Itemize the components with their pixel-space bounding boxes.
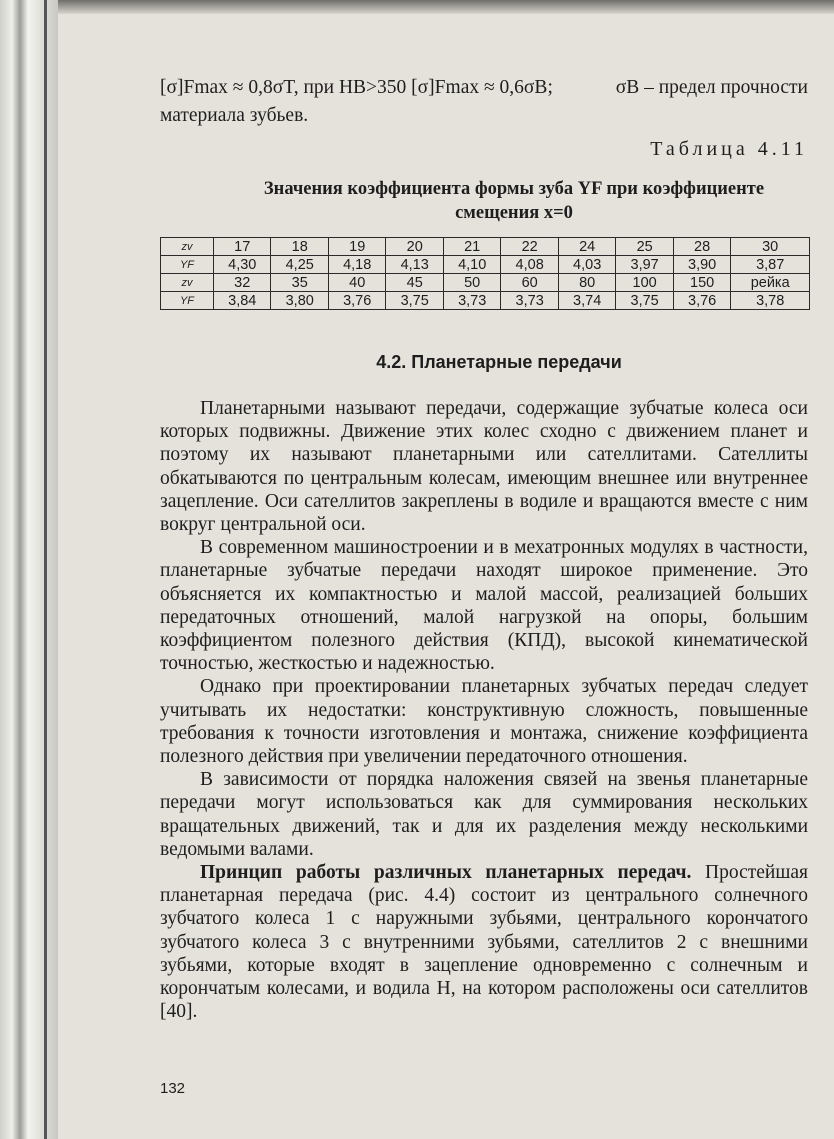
paragraph-1: Планетарными называют передачи, содержащие зубчатые колеса оси которых подвижны. Движение этих колес сходно с движением планет и поэтому их называют планетарными или сателлитами. Сателлиты обкатываются по центральным колесам, имеющим внешнее или внутреннее зацепление. Оси сателлитов закреплены в водиле и вращаются вместе с ним вокруг центральной оси. — [160, 398, 808, 536]
table-cell: 45 — [386, 274, 443, 292]
body-text — [160, 397, 808, 1023]
table-cell: 40 — [328, 274, 385, 292]
table-cell: 3,74 — [558, 292, 615, 310]
table-cell: 50 — [443, 274, 500, 292]
table-cell: 32 — [214, 274, 271, 292]
table-cell: 3,76 — [328, 292, 385, 310]
paragraph-5-text: Простейшая планетарная передача (рис. 4.4) состоит из центрального солнечного зубчатого колеса 1 с наружными зубьями, центрального корончатого зубчатого колеса 3 с внутренними зубьями, сателлитов 2 с внешними зубьями, которые входят в зацепление одновременно с солнечным и корончатым колесами, и водила Н, на котором расположены оси сателлитов [40]. — [160, 862, 808, 1023]
table-cell: 20 — [386, 238, 443, 256]
table-row-header: zv — [161, 238, 214, 256]
page-number: 132 — [160, 1080, 186, 1097]
table-cell: 35 — [271, 274, 328, 292]
table-row — [161, 274, 810, 292]
table-cell: 3,73 — [501, 292, 558, 310]
table-cell: 60 — [501, 274, 558, 292]
table-cell: 3,87 — [731, 256, 810, 274]
paragraph-5-lead: Принцип работы различных планетарных передач. — [200, 862, 692, 884]
table-cell: 18 — [271, 238, 328, 256]
table-cell: рейка — [731, 274, 810, 292]
table-caption: Таблица 4.11 — [650, 138, 808, 160]
book-page — [58, 14, 834, 1139]
table-cell: 150 — [673, 274, 730, 292]
table-row — [161, 238, 810, 256]
table-cell: 17 — [214, 238, 271, 256]
table-cell: 3,73 — [443, 292, 500, 310]
paragraph-5 — [160, 861, 808, 1023]
table-cell: 100 — [616, 274, 673, 292]
spine-edge — [44, 0, 47, 1139]
table-row-header: zv — [161, 274, 214, 292]
table-cell: 3,97 — [616, 256, 673, 274]
table-cell: 28 — [673, 238, 730, 256]
formula-right: σB – предел прочности — [615, 77, 808, 98]
table-cell: 22 — [501, 238, 558, 256]
table-cell: 30 — [731, 238, 810, 256]
paragraph-4: В зависимости от порядка наложения связей на звенья планетарные передачи могут использоваться как для суммирования нескольких вращательных движений, так и для их разделения между несколькими ведомыми валами. — [160, 769, 808, 860]
table-cell: 4,25 — [271, 256, 328, 274]
page-content — [160, 74, 808, 1023]
page-top-shadow — [58, 0, 834, 14]
table-title-line2: смещения x=0 — [455, 203, 573, 223]
table-cell: 21 — [443, 238, 500, 256]
coefficient-table — [160, 237, 810, 310]
table-cell: 25 — [616, 238, 673, 256]
table-cell: 80 — [558, 274, 615, 292]
table-cell: 3,75 — [386, 292, 443, 310]
table-cell: 24 — [558, 238, 615, 256]
table-cell: 4,18 — [328, 256, 385, 274]
table-cell: 3,84 — [214, 292, 271, 310]
table-cell: 3,76 — [673, 292, 730, 310]
paragraph-3: Однако при проектировании планетарных зубчатых передач следует учитывать их недостатки: конструктивную сложность, повышенные требования к точности изготовления и монтажа, снижение коэффициента полезного действия при увеличении передаточного отношения. — [160, 676, 808, 768]
table-row-header: YF — [161, 292, 214, 310]
book-spine — [0, 0, 58, 1139]
table-cell: 4,13 — [386, 256, 443, 274]
formula-block — [160, 74, 808, 130]
table-cell: 4,03 — [558, 256, 615, 274]
formula-line2: материала зубьев. — [160, 105, 309, 126]
table-cell: 3,90 — [673, 256, 730, 274]
formula-left: [σ]Fmax ≈ 0,8σT, при HB>350 [σ]Fmax ≈ 0,6σB; — [160, 77, 553, 98]
table-row-header: YF — [161, 256, 214, 274]
table-cell: 4,10 — [443, 256, 500, 274]
table-row — [161, 256, 810, 274]
table-cell: 19 — [328, 238, 385, 256]
table-cell: 4,30 — [214, 256, 271, 274]
paragraph-2: В современном машиностроении и в мехатронных модулях в частности, планетарные зубчатые передачи находят широкое применение. Это объясняется их компактностью и малой массой, реализацией больших передаточных отношений, малой нагрузкой на опоры, большим коэффициентом полезного действия (КПД), высокой кинематической точностью, жесткостью и надежностью. — [160, 537, 808, 675]
table-title — [220, 177, 808, 225]
section-title: 4.2. Планетарные передачи — [376, 352, 622, 372]
table-title-line1: Значения коэффициента формы зуба YF при коэффициенте — [263, 179, 765, 199]
table-cell: 3,75 — [616, 292, 673, 310]
table-cell: 3,80 — [271, 292, 328, 310]
table-row — [161, 292, 810, 310]
table-cell: 4,08 — [501, 256, 558, 274]
table-cell: 3,78 — [731, 292, 810, 310]
